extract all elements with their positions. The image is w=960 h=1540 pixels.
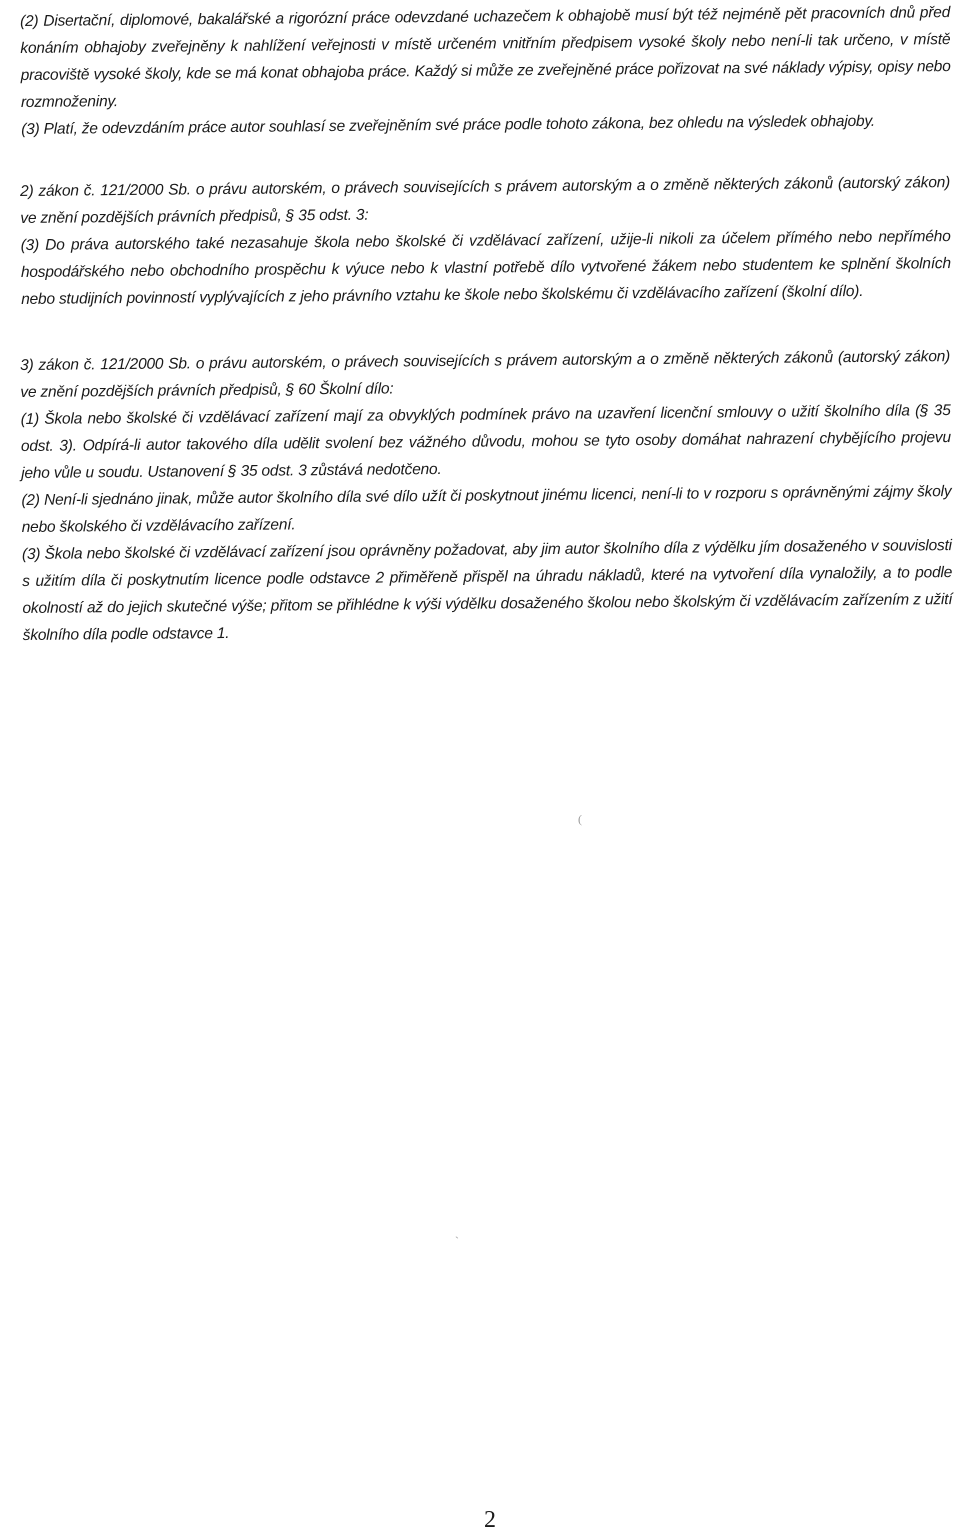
page-number: 2 [484,1507,496,1533]
paragraph-3-cost-contribution: (3) Škola nebo školské či vzdělávací zařízení jsou oprávněny požadovat, aby jim autor školního díla z výdělku jím dosaženého v souvislosti s užitím díla či poskytnutím licence podle odstavce 2 přiměřeně přispěl na úhradu nákladů, které na vytvoření díla vynaložily, a to podle okolností až do jejich skutečné výše; přitom se přihlédne k výši výdělku dosaženého školou nebo školským či vzdělávacím zařízením z užití školního díla podle odstavce 1. [21,537,953,644]
scan-speck: ( [578,812,582,826]
paragraph-2-thesis-publication: (2) Disertační, diplomové, bakalářské a rigorózní práce odevzdané uchazečem k obhajobě musí být též nejméně pět pracovních dnů před konáním obhajoby zveřejněny k nahlížení veřejnosti v místě určeném vnitřním předpisem vysoké školy nebo není-li tak určeno, v místě pracoviště vysoké školy, kde se má konat obhajoba práce. Každý si může ze zveřejněné práce pořizovat na své náklady výpisy, opisy nebo rozmnoženiny. [20,4,951,111]
copyright-act-section-60 [20,343,953,649]
law-reference-heading: 2) zákon č. 121/2000 Sb. o právu autorském, o právech souvisejících s právem autorským a o změně některých zákonů (autorský zákon) ve znění pozdějších právních předpisů, § 35 odst. 3: [20,174,951,227]
paragraph-3-author-consent: (3) Platí, že odevzdáním práce autor souhlasí se zveřejněním své práce podle tohoto zákona, bez ohledu na výsledek obhajoby. [21,112,875,138]
paragraph-3-school-use: (3) Do práva autorského také nezasahuje škola nebo školské či vzdělávací zařízení, užije-li nikoli za účelem přímého nebo nepřímého hospodářského nebo obchodního prospěchu k výuce nebo k vlastní potřebě dílo vytvořené žákem nebo studentem ke splnění školních nebo studijních povinností vyplývajících z jeho právního vztahu ke škole nebo školskému či vzdělávacího zařízení (školní dílo). [20,228,951,308]
scan-speck: ˋ [455,1234,459,1248]
paragraph-1-licence-agreement: (1) Škola nebo školské či vzdělávací zařízení mají za obvyklých podmínek právo na uzavření licenční smlouvy o užití školního díla (§ 35 odst. 3). Odpírá-li autor takového díla udělit svolení bez vážného důvodu, mohou se tyto osoby domáhat nahrazení chybějícího projevu jeho vůle u soudu. Ustanovení § 35 odst. 3 zůstává nedotčeno. [20,402,951,482]
law-reference-heading: 3) zákon č. 121/2000 Sb. o právu autorském, o právech souvisejících s právem autorským a o změně některých zákonů (autorský zákon) ve znění pozdějších právních předpisů, § 60 Školní dílo: [20,348,951,401]
copyright-act-section-35 [20,169,951,313]
thesis-publication-section [20,0,951,143]
paragraph-2-author-licence: (2) Není-li sjednáno jinak, může autor školního díla své dílo užít či poskytnout jinému licenci, není-li to v rozporu s oprávněnými zájmy školy nebo školského či vzdělávacího zařízení. [21,483,952,536]
